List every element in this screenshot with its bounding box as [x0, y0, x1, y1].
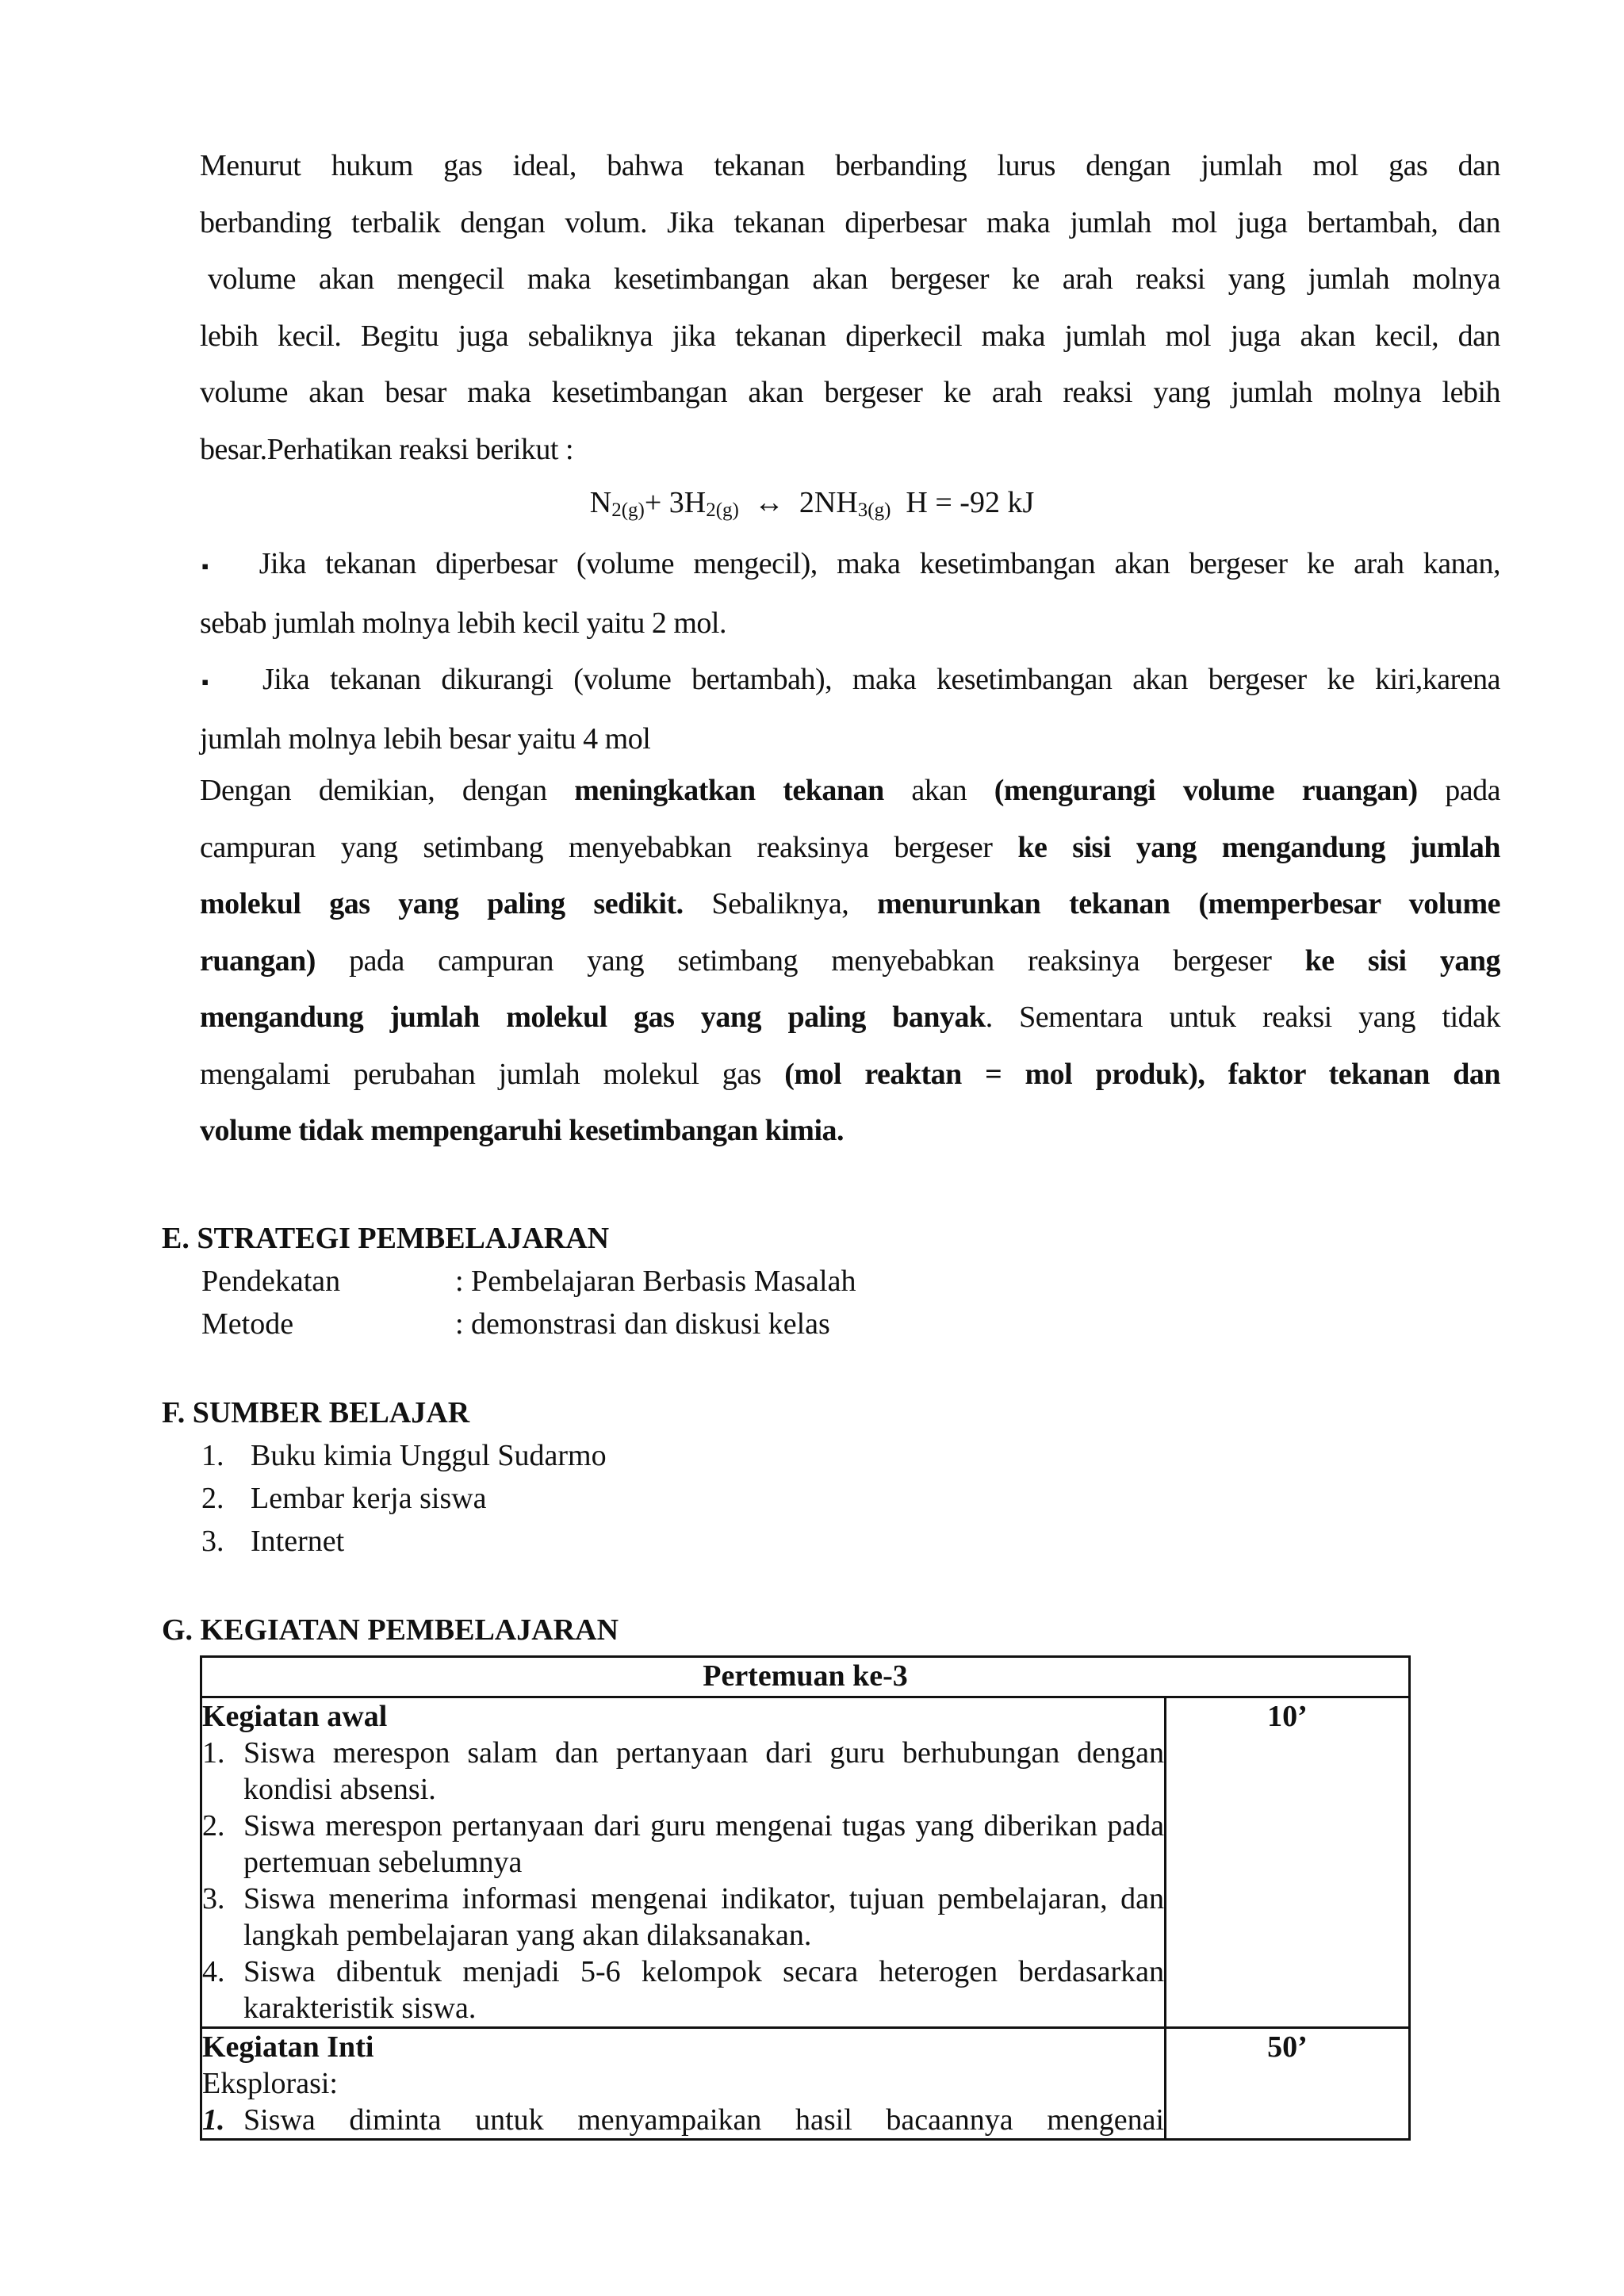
reaction-equation [0, 479, 1624, 534]
list-item: 1. Siswa diminta untuk menyampaikan hasil bacaannya mengenai [202, 2103, 1164, 2137]
strategy-key: Pendekatan [201, 1265, 341, 1298]
bullet-text: Jika tekanan diperbesar (volume mengecil), maka kesetimbangan akan bergeser ke arah kanan, [259, 547, 1501, 580]
kegiatan-inti-cell [201, 2028, 1166, 2140]
equation-product: 2NH [799, 486, 858, 519]
paragraph-line: besar.Perhatikan reaksi berikut : [200, 432, 574, 466]
source-item: 3. Internet [201, 1525, 345, 1558]
source-item: 1. Buku kimia Unggul Sudarmo [201, 1439, 607, 1472]
list-item: 2. Siswa merespon pertanyaan dari guru mengenai tugas yang diberikan pada pertemuan sebelumnya [202, 1809, 1164, 1879]
strategy-key: Metode [201, 1307, 294, 1341]
kegiatan-inti-duration: 50’ [1166, 2028, 1410, 2140]
paragraph-line: Dengan demikian, dengan meningkatkan tekanan akan (mengurangi volume ruangan) pada [200, 774, 1501, 807]
strategy-row-pendekatan [201, 1261, 856, 1302]
equation-h-subscript: 2(g) [706, 499, 739, 521]
paragraph-line: volume akan besar maka kesetimbangan akan bergeser ke arah reaksi yang jumlah molnya lebih [200, 376, 1500, 409]
eksplorasi-label: Eksplorasi: [202, 2067, 338, 2100]
equilibrium-arrow-icon: ↔ [753, 486, 784, 519]
paragraph-line: molekul gas yang paling sedikit. Sebaliknya, menurunkan tekanan (memperbesar volume [200, 887, 1500, 920]
strategy-value: : Pembelajaran Berbasis Masalah [455, 1265, 856, 1298]
bullet-item-line: jumlah molnya lebih besar yaitu 4 mol [200, 721, 651, 756]
paragraph-line: ruangan) pada campuran yang setimbang menyebabkan reaksinya bergeser ke sisi yang [200, 943, 1501, 978]
list-item: 3. Siswa menerima informasi mengenai indikator, tujuan pembelajaran, dan langkah pembelajaran yang akan dilaksanakan. [202, 1882, 1164, 1952]
equation-product-subscript: 3(g) [857, 499, 891, 521]
paragraph-line: campuran yang setimbang menyebabkan reaksinya bergeser ke sisi yang mengandung jumlah [200, 830, 1500, 864]
square-bullet-icon: ▪ [201, 671, 222, 694]
paragraph-ideal-gas-law [200, 138, 1500, 478]
strategy-row-metode [201, 1303, 830, 1345]
strategy-value: : demonstrasi dan diskusi kelas [455, 1307, 830, 1341]
paragraph-line: volume akan mengecil maka kesetimbangan akan bergeser ke arah reaksi yang jumlah molnya [208, 262, 1500, 296]
table-row [201, 1697, 1410, 2028]
paragraph-line: mengalami perubahan jumlah molekul gas (mol reaktan = mol produk), faktor tekanan dan [200, 1057, 1500, 1091]
paragraph-line: mengandung jumlah molekul gas yang paling banyak. Sementara untuk reaksi yang tidak [200, 1001, 1500, 1034]
section-f-heading: F. SUMBER BELAJAR [162, 1396, 470, 1429]
list-item: 4. Siswa dibentuk menjadi 5-6 kelompok secara heterogen berdasarkan karakteristik siswa. [202, 1955, 1164, 2025]
section-g-heading: G. KEGIATAN PEMBELAJARAN [162, 1613, 619, 1647]
bullet-list [200, 536, 1500, 767]
kegiatan-awal-cell [201, 1697, 1166, 2028]
learning-activities-table [200, 1655, 1411, 2141]
equation-n-subscript: 2(g) [611, 499, 645, 521]
table-header: Pertemuan ke-3 [201, 1657, 1410, 1697]
equation-n: N [589, 486, 612, 519]
section-e-heading: E. STRATEGI PEMBELAJARAN [162, 1222, 610, 1255]
kegiatan-inti-title: Kegiatan Inti [202, 2030, 374, 2064]
equation-plus-h: + 3H [644, 486, 707, 519]
source-item: 2. Lembar kerja siswa [201, 1482, 487, 1515]
paragraph-line: volume tidak mempengaruhi kesetimbangan kimia. [200, 1114, 845, 1147]
paragraph-line: lebih kecil. Begitu juga sebaliknya jika tekanan diperkecil maka jumlah mol juga akan kecil, dan [200, 319, 1500, 353]
bullet-item-line [200, 652, 1500, 711]
equation-enthalpy: H = -92 kJ [906, 486, 1035, 519]
paragraph-line: Menurut hukum gas ideal, bahwa tekanan berbanding lurus dengan jumlah mol gas dan [200, 149, 1500, 182]
kegiatan-awal-title: Kegiatan awal [202, 1700, 388, 1733]
square-bullet-icon: ▪ [201, 555, 221, 578]
kegiatan-awal-duration: 10’ [1166, 1697, 1410, 2028]
paragraph-line: berbanding terbalik dengan volum. Jika tekanan diperbesar maka jumlah mol juga bertambah, dan [200, 205, 1500, 239]
bullet-item-line: sebab jumlah molnya lebih kecil yaitu 2 mol. [200, 606, 726, 640]
list-item: 1. Siswa merespon salam dan pertanyaan dari guru berhubungan dengan kondisi absensi. [202, 1736, 1164, 1806]
paragraph-pressure-effect [200, 763, 1500, 1160]
bullet-text: Jika tekanan dikurangi (volume bertambah), maka kesetimbangan akan bergeser ke kiri,karena [262, 663, 1501, 696]
bullet-item-line [200, 536, 1500, 595]
table-row [201, 2028, 1410, 2140]
